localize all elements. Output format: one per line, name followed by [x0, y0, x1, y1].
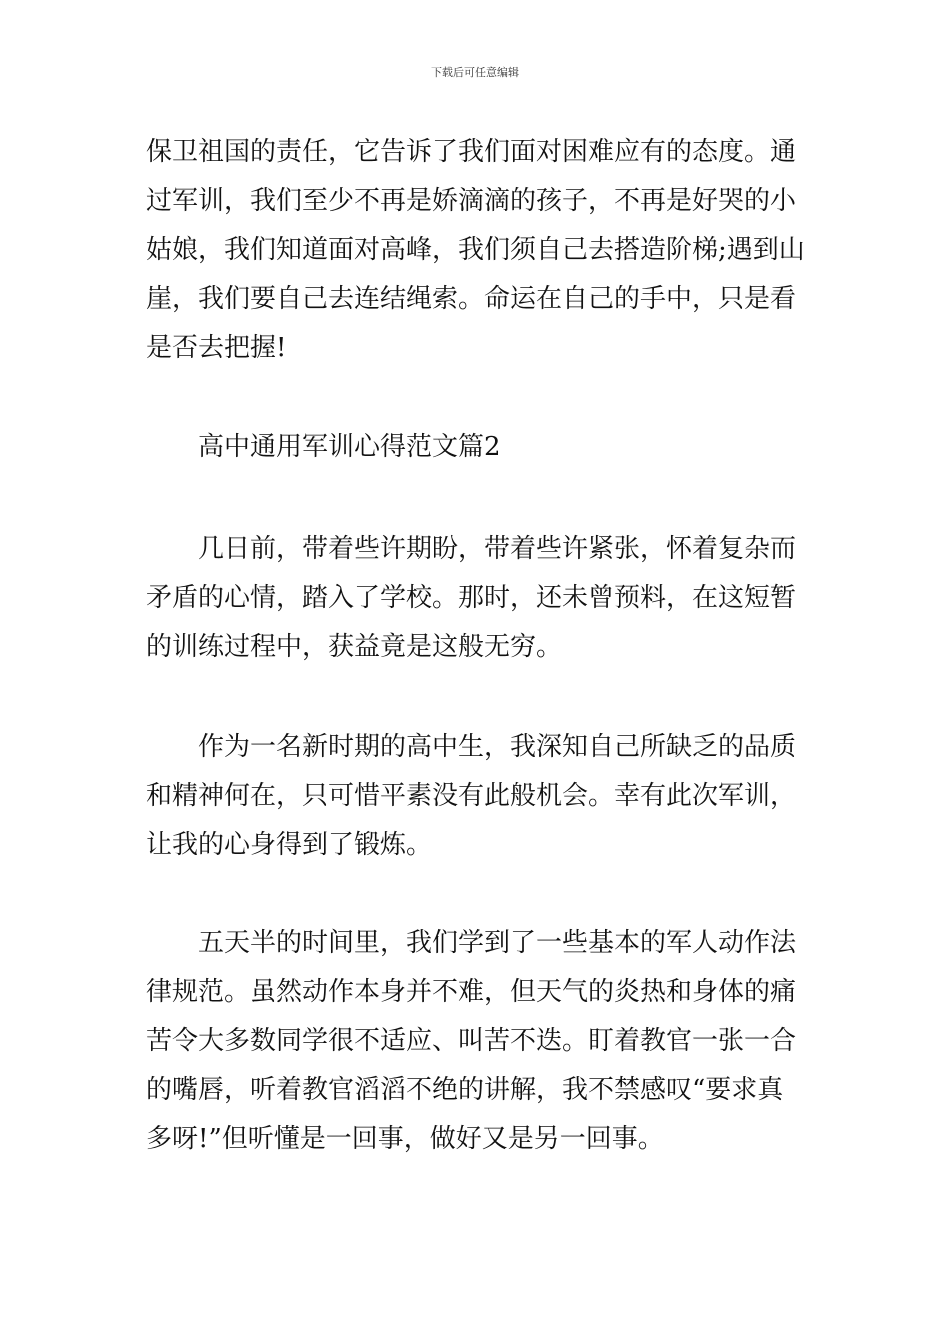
paragraph-line: 的嘴唇，听着教官滔滔不绝的讲解，我不禁感叹“要求真 — [146, 1075, 784, 1105]
paragraph-2 — [146, 525, 806, 672]
paragraph-line: 保卫祖国的责任，它告诉了我们面对困难应有的态度。通 — [146, 137, 797, 167]
paragraph-line: 是否去把握! — [146, 333, 287, 363]
paragraph-line: 苦令大多数同学很不适应、叫苦不迭。盯着教官一张一合 — [146, 1026, 797, 1056]
paragraph-line: 律规范。虽然动作本身并不难，但天气的炎热和身体的痛 — [146, 977, 797, 1007]
paragraph-line: 几日前，带着些许期盼，带着些许紧张，怀着复杂而 — [198, 534, 797, 564]
paragraph-line: 让我的心身得到了锻炼。 — [146, 830, 433, 860]
paragraph-4 — [146, 919, 806, 1164]
paragraph-line: 多呀!”但听懂是一回事，做好又是另一回事。 — [146, 1124, 664, 1154]
paragraph-1 — [146, 128, 806, 373]
paragraph-3 — [146, 723, 806, 870]
paragraph-line: 矛盾的心情，踏入了学校。那时，还未曾预料，在这短暂 — [146, 583, 797, 613]
paragraph-line: 的训练过程中，获益竟是这般无穷。 — [146, 632, 563, 662]
paragraph-line: 五天半的时间里，我们学到了一些基本的军人动作法 — [198, 928, 797, 958]
paragraph-line: 姑娘，我们知道面对高峰，我们须自己去搭造阶梯;遇到山 — [146, 235, 805, 265]
paragraph-line: 和精神何在，只可惜平素没有此般机会。幸有此次军训， — [146, 781, 797, 811]
paragraph-line: 作为一名新时期的高中生，我深知自己所缺乏的品质 — [198, 732, 797, 762]
section-heading-text: 高中通用军训心得范文篇2 — [198, 432, 501, 462]
header-note: 下载后可任意编辑 — [431, 66, 519, 79]
paragraph-line: 崖，我们要自己去连结绳索。命运在自己的手中，只是看 — [146, 284, 797, 314]
paragraph-line: 过军训，我们至少不再是娇滴滴的孩子，不再是好哭的小 — [146, 186, 797, 216]
section-heading — [146, 423, 806, 472]
